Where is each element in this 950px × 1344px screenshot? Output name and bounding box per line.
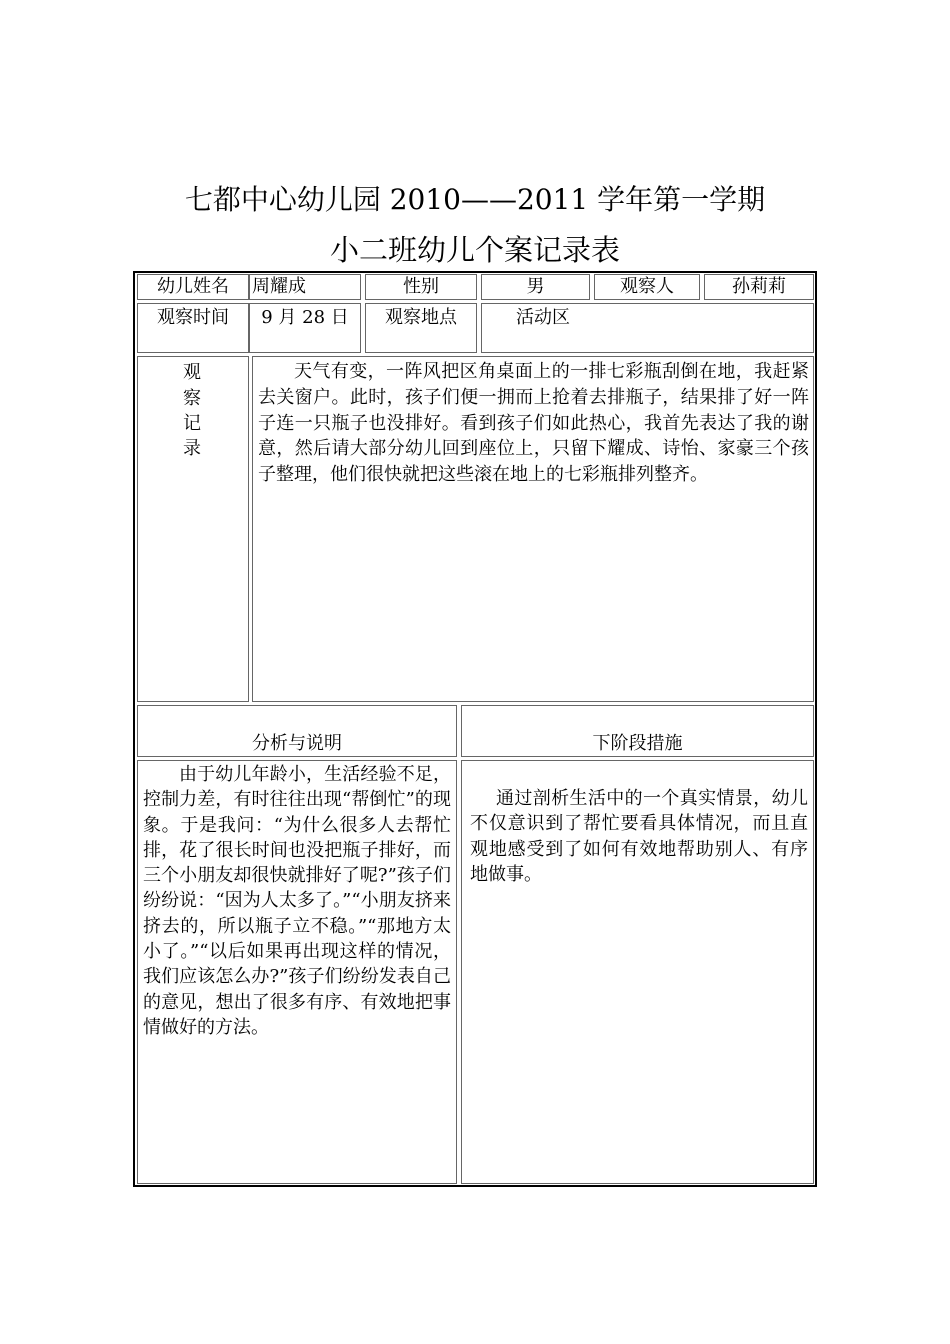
gender-label: 性别 <box>403 276 439 297</box>
place-value: 活动区 <box>516 307 570 328</box>
time-label: 观察时间 <box>157 307 229 328</box>
observation-text: 天气有变，一阵风把区角桌面上的一排七彩瓶刮倒在地，我赶紧去关窗户。此时，孩子们便一拥而上抢着去排瓶子，结果排了好一阵子连一只瓶子也没排好。看到孩子们如此热心，我首先表达了我的谢意，然后请大部分幼儿回到座位上，只留下耀成、诗怡、家豪三个孩子整理，他们很快就把这些滚在地上的七彩瓶排列整齐。 <box>258 361 809 486</box>
observation-label-char-1: 观 <box>183 362 201 383</box>
child-name-label: 幼儿姓名 <box>157 276 229 297</box>
observation-label-char-2: 察 <box>183 388 201 409</box>
time-value: 9 月 28 日 <box>261 307 349 328</box>
document-title: 七都中心幼儿园 2010——2011 学年第一学期 <box>184 183 766 216</box>
analysis-text: 由于幼儿年龄小，生活经验不足，控制力差，有时往往出现“帮倒忙”的现象。于是我问：“为什么很多人去帮忙排，花了很长时间也没把瓶子排好，而三个小朋友却很快就排好了呢?”孩子们纷纷说：“因为人太多了。”“小朋友挤来挤去的，所以瓶子立不稳。”“那地方太小了。”“以后如果再出现这样的情况，我们应该怎么办?”孩子们纷纷发表自己的意见，想出了很多有序、有效地把事情做好的方法。 <box>143 764 451 1038</box>
analysis-label: 分析与说明 <box>252 733 342 754</box>
observation-label-char-4: 录 <box>183 438 201 459</box>
next-steps-text: 通过剖析生活中的一个真实情景，幼儿不仅意识到了帮忙要看具体情况，而且直观地感受到了如何有效地帮助别人、有序地做事。 <box>470 788 808 885</box>
document-subtitle: 小二班幼儿个案记录表 <box>329 233 620 267</box>
observer-label: 观察人 <box>620 276 674 297</box>
observer-value: 孙莉莉 <box>732 276 786 297</box>
observation-label-char-3: 记 <box>183 413 201 434</box>
gender-value: 男 <box>526 276 545 297</box>
child-name-value: 周耀成 <box>252 276 306 297</box>
next-steps-label: 下阶段措施 <box>592 733 683 754</box>
place-label: 观察地点 <box>385 307 457 328</box>
